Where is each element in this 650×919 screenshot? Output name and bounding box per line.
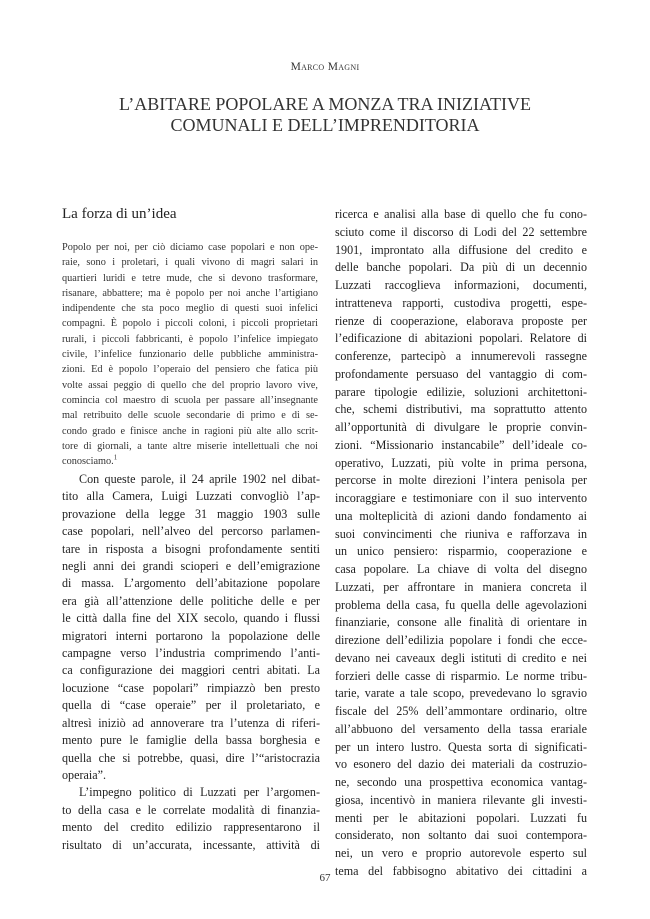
paragraph [62,784,320,854]
footnote-marker: 1 [113,454,118,462]
text-line: per un intero lustro. Questa sorta di significati- [335,739,587,754]
text-line: altresì iniziò ad annoverare tra l’utenza di riferi- [62,715,320,730]
text-line: conferenze, partecipò a innumerevoli rassegne [335,349,587,363]
article-title [40,94,610,136]
text-line: profondamente persuaso del vantaggio di com- [335,366,587,381]
title-line: COMUNALI E DELL’IMPRENDITORIA [170,115,480,135]
text-line: ca configurazione dei maggiori centri abitati. La [62,663,320,678]
text-line: era già all’attenzione delle politiche delle e per [62,593,320,608]
paragraph [62,471,320,784]
text-line: all’abbuono del versamento della tassa erariale [335,721,587,736]
text-line: vo esonero del dazio dei materiali da costruzio- [335,757,587,772]
text-line: locuzione “case popolari” rimpiazzò ben presto [62,680,320,695]
text-line: tore di giornali, a tante altre miserie intellettuali che noi [62,440,318,452]
text-line: Luzzati, per affrontare in maniera concreta il [335,579,587,594]
text-line: civile, l’infelice funzionario delle pubbliche amministra- [62,349,318,361]
section-heading: La forza di un’idea [62,206,177,222]
text-line: conosciamo.$^1$ [62,454,118,468]
text-line: nei, un vero e proprio autorevole esperto sul [335,846,587,860]
text-line: casa popolare. La chiave di volta del disegno [335,562,587,576]
text-line: devano nei caveaux degli istituti di credito e nei [335,650,587,665]
text-line: mento del credito edilizio rappresentarono il [62,820,320,835]
right-column-body [335,206,587,881]
text-line: comincia col maestro di scuola per passare all’insegnante [62,394,318,406]
left-column-body [62,471,320,854]
text-line: tarie, varate a tale scopo, prevedevano lo sgravio [335,686,587,701]
text-line: ne, secondo una prospettiva economica vantag- [335,775,587,789]
text-line: to della casa e le correlate modalità di finanzia- [62,802,320,817]
text-line: provazione della legge 31 maggio 1903 sulle [62,506,320,521]
text-line: l’edificazione di abitazioni popolari. Relatore di [335,331,587,346]
epigraph-quote [62,240,318,469]
text-line: sciuto come il discorso di Lodi del 22 settembre [335,224,587,239]
text-line: intratteneva rapporti, custodiva progetti, espe- [335,295,587,310]
text-line: Con queste parole, il 24 aprile 1902 nel dibat- [79,472,320,486]
text-line: incoraggiare e testimoniare con il suo intervento [335,491,587,505]
text-line: finanziarie, consone alle finalità di orientare in [335,615,587,630]
text-line: all’opportunità di divulgare le proprie convin- [335,420,587,434]
text-line: suoi convincimenti che riuniva e rafforzava in [335,526,587,541]
text-line: zioni. Ed è popolo l’operaio del pensiero che fatica più [62,364,318,376]
text-line: operaia”. [62,767,106,782]
text-line: raie, sono i proletari, i quali vivono di magri salari in [62,257,318,269]
text-line: parare tipologie edilizie, soluzioni architettoni- [335,384,587,399]
text-line: delle banche popolari. Da più di un decennio [335,260,587,275]
text-line: zioni. “Missionario instancabile” dell’ideale co- [335,437,587,452]
text-line: quella che si potrebbe, quasi, dire l’“aristocrazia [62,750,320,765]
text-line: di massa. L’argomento dell’abitazione popolare [62,576,320,591]
text-line: menti per le abitazioni popolari. Luzzati fu [335,810,587,825]
text-line: tare in risposta a bisogni profondamente sentiti [62,541,320,556]
text-line: percorse in molte direzioni l’intera penisola per [335,473,587,488]
text-line: rienze di cooperazione, elaborava proposte per [335,313,587,328]
text-line: fiscale del 25% dell’ammontare ordinario, oltre [335,704,587,718]
text-line: problema della casa, fu quella delle agevolazioni [335,597,587,612]
text-line: negli anni dei grandi scioperi e dell’emigrazione [62,559,320,574]
text-line: compagni. È popolo i piccoli coloni, i piccoli proprietari [62,318,318,330]
text-line: mento pure le famiglie della bassa borghesia e [62,733,320,748]
text-line: operativo, Luzzati, più volte in prima persona, [335,455,587,470]
paragraph [335,206,587,881]
text-line: risanare, abbattere; ma è popolo per noi anche l’artigiano [62,287,318,299]
text-line: le città dalla fine del XIX secolo, quando i flussi [62,611,320,626]
text-line: risultato di un’accurata, incessante, attività di [62,837,320,852]
text-line: considerato, non soltanto dai suoi contempora- [335,828,587,843]
text-line: tema del fabbisogno abitativo dei cittadini a [335,863,587,878]
text-line: mal retribuito delle scuole secondarie di primo e di se- [62,410,318,422]
text-line: campagne verso l’industria comprimendo l’anti- [62,646,320,661]
text-line: rurali, i piccoli fabbricanti, è popolo l’infelice impiegato [62,333,318,345]
author-name: Marco Magni [290,61,360,73]
title-line: L’ABITARE POPOLARE A MONZA TRA INIZIATIVE [118,94,532,114]
text-line: tito alla Camera, Luigi Luzzati convogliò l’ap- [62,489,320,504]
text-line: forzieri delle casse di risparmio. Le norme tribu- [335,668,587,683]
text-line: che, schemi distributivi, ma soprattutto attento [335,402,587,417]
text-line: quella di “case operaie” per il proletariato, e [62,698,320,713]
text-line: indipendente che sta poco meglio di questi suoi infelici [62,303,318,315]
text-line: Luzzati raccoglieva informazioni, documenti, [335,278,587,292]
text-line: Popolo per noi, per ciò diciamo case popolari e non ope- [62,242,318,253]
text-line: migratori interni portarono la popolazione delle [62,628,320,643]
text-line: volte assai peggio di quello che del proprio lavoro vive, [62,379,318,391]
text-line: giosa, incentivò in maniera rilevante gli investi- [335,792,587,807]
text-line: case popolari, nell’alveo del percorso parlamen- [62,524,320,539]
text-line: condo grado e finisce anche in ragioni più alte allo scrit- [62,425,318,437]
page-number: 67 [319,872,331,884]
text-line: ricerca e analisi alla base di quello che fu cono- [335,207,587,221]
text-line: quartieri luridi e tetre mude, che si devono trasformare, [62,272,318,284]
text-line: L’impegno politico di Luzzati per l’argomen- [79,785,320,800]
text-line: un unico pensiero: risparmio, cooperazione e [335,544,587,559]
text-line: una molteplicità di azioni dando fondamento ai [335,508,587,523]
text-line: direzione dell’edilizia popolare i fondi che ecce- [335,633,587,647]
text-line: 1901, improntato alla diffusione del credito e [335,242,587,257]
